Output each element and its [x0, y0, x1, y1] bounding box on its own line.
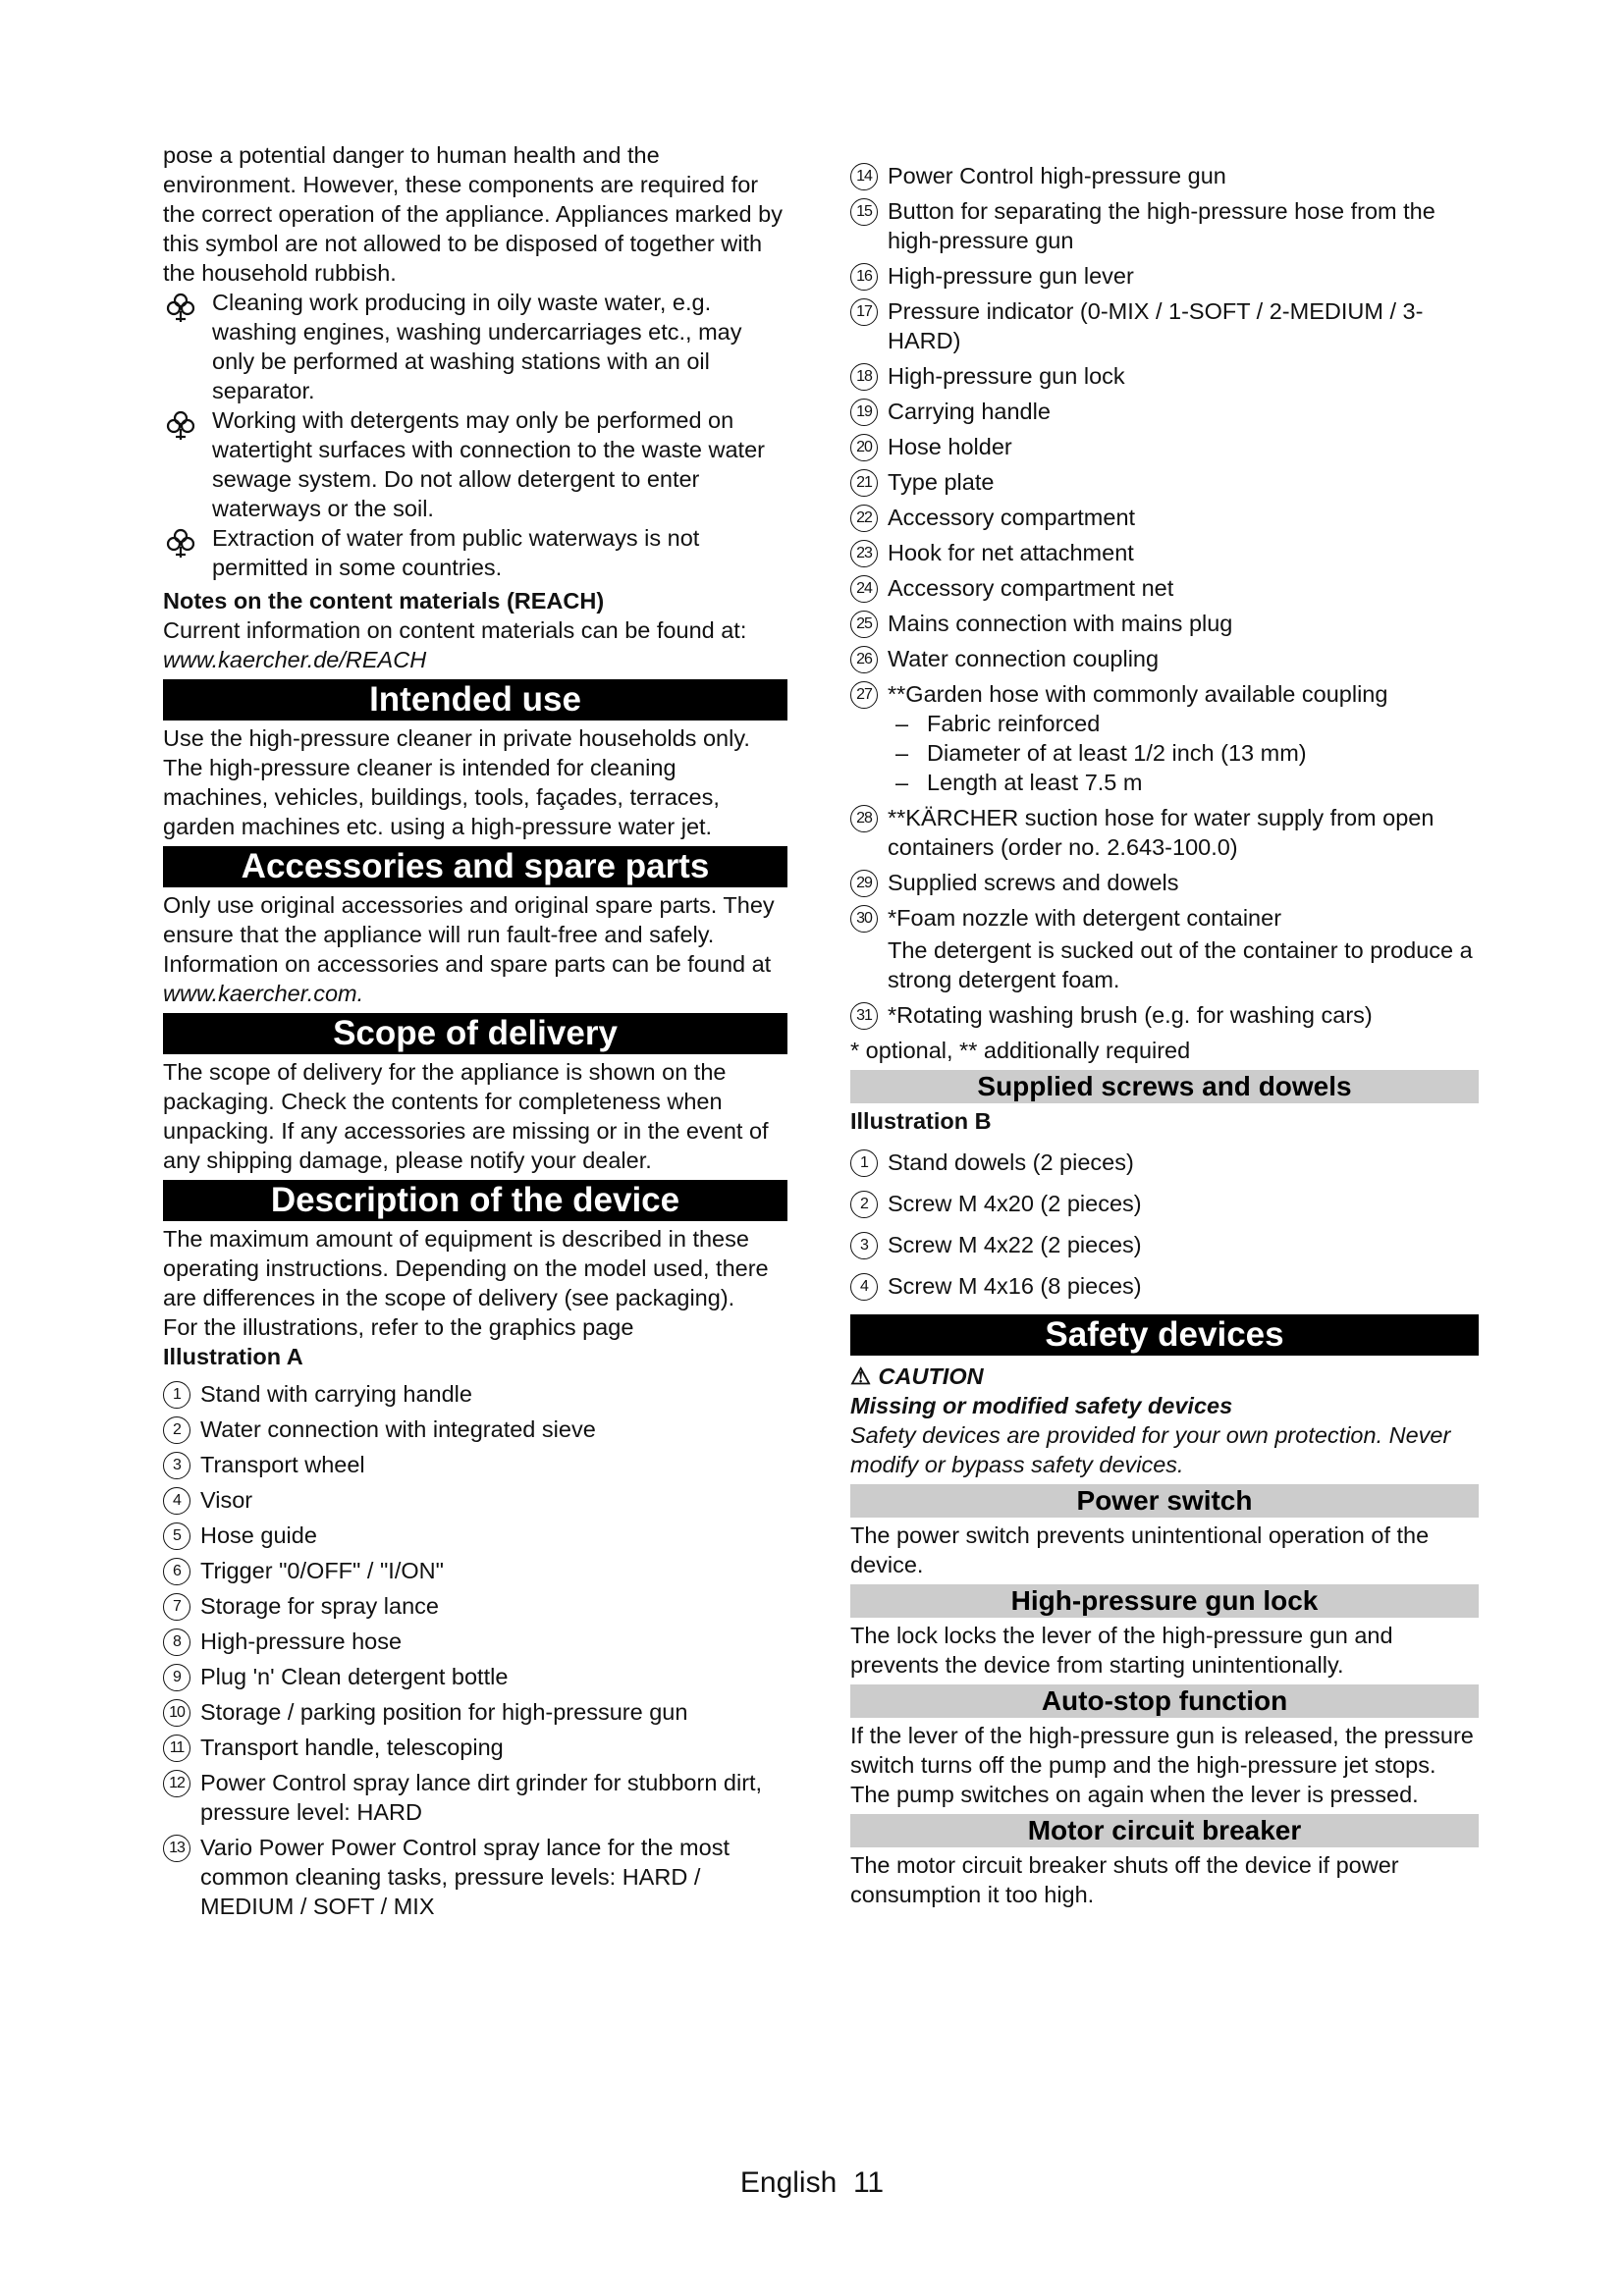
- list-item: [163, 1768, 787, 1827]
- env-note: [163, 288, 787, 405]
- item-label: Accessory compartment: [888, 505, 1136, 530]
- list-item: [163, 1627, 787, 1656]
- item-number: 31: [850, 1002, 878, 1030]
- list-item: [850, 503, 1479, 532]
- item-number: 23: [850, 540, 878, 567]
- item-label: Hose holder: [888, 434, 1012, 459]
- accessories-p1: Only use original accessories and original spare parts. They ensure that the appliance will run fault-free and safely.: [163, 892, 775, 947]
- list-item: [163, 1697, 787, 1727]
- item-number: 15: [850, 198, 878, 226]
- auto-stop-text: If the lever of the high-pressure gun is released, the pressure switch turns off the pump and the high-pressure jet stops. The pump switches on again when the lever is pressed.: [850, 1723, 1474, 1807]
- description-p1: The maximum amount of equipment is described in these operating instructions. Depending on the model used, there are differences in the scope of delivery (see packaging).: [163, 1226, 769, 1310]
- accessories-p2: [163, 949, 787, 1008]
- item-label: High-pressure hose: [200, 1629, 403, 1654]
- footer-language: English: [739, 2166, 838, 2199]
- item-label: Mains connection with mains plug: [888, 611, 1233, 636]
- item-label: Water connection coupling: [888, 646, 1160, 671]
- item-label: Accessory compartment net: [888, 575, 1174, 601]
- item-number: 1: [163, 1381, 190, 1409]
- item-number: 19: [850, 399, 878, 426]
- parts-list-a: [163, 1379, 787, 1921]
- item-number: 30: [850, 905, 878, 933]
- item-number: 28: [850, 805, 878, 832]
- item-number: 4: [850, 1273, 878, 1301]
- item-number: 21: [850, 469, 878, 497]
- list-item: [850, 361, 1479, 391]
- list-item: [163, 1833, 787, 1921]
- right-column: [850, 155, 1479, 1909]
- list-item: [850, 296, 1479, 355]
- list-item: [163, 1556, 787, 1585]
- section-title-power-switch: Power switch: [850, 1484, 1479, 1518]
- caution-label: CAUTION: [878, 1363, 984, 1389]
- section-title-intended-use: Intended use: [163, 679, 787, 721]
- illustration-b-label: Illustration B: [850, 1108, 992, 1134]
- section-title-auto-stop: Auto-stop function: [850, 1684, 1479, 1718]
- intended-use-p2: The high-pressure cleaner is intended for cleaning machines, vehicles, buildings, tools, façades, terraces, garden machines etc. using a high-pressure water jet.: [163, 755, 720, 839]
- motor-breaker-text: The motor circuit breaker shuts off the device if power consumption it too high.: [850, 1852, 1399, 1907]
- accessories-link[interactable]: www.kaercher.com.: [163, 981, 364, 1006]
- item-label: High-pressure gun lever: [888, 263, 1134, 289]
- intro-text: pose a potential danger to human health and the environment. However, these components are required for the correct operation of the appliance. Appliances marked by this symbol are not allowed to be disposed of together with the household rubbish.: [163, 142, 783, 286]
- list-item: [850, 609, 1479, 638]
- env-note-text: Extraction of water from public waterways is not permitted in some countries.: [212, 525, 700, 580]
- caution-line: [850, 1362, 1479, 1391]
- reach-text: Current information on content materials can be found at:: [163, 617, 747, 643]
- item-label: Supplied screws and dowels: [888, 870, 1179, 895]
- list-item: [163, 1450, 787, 1479]
- power-switch-text: The power switch prevents unintentional operation of the device.: [850, 1522, 1430, 1577]
- item-label: Carrying handle: [888, 399, 1051, 424]
- item-label: Stand with carrying handle: [200, 1381, 472, 1407]
- illustration-a-label: Illustration A: [163, 1344, 303, 1369]
- item-number: 16: [850, 263, 878, 291]
- env-note-text: Cleaning work producing in oily waste water, e.g. washing engines, washing undercarriages etc., may only be performed at washing stations with an oil separator.: [212, 290, 742, 403]
- list-item: [850, 1000, 1479, 1030]
- item-number: 11: [163, 1735, 190, 1762]
- section-title-description: Description of the device: [163, 1180, 787, 1221]
- item-number: 12: [163, 1770, 190, 1797]
- list-item: [163, 1662, 787, 1691]
- list-item: [163, 1521, 787, 1550]
- env-note: [163, 405, 787, 523]
- gun-lock-text: The lock locks the lever of the high-pressure gun and prevents the device from starting unintentionally.: [850, 1623, 1393, 1678]
- list-item: [850, 261, 1479, 291]
- scope-p1: The scope of delivery for the appliance is shown on the packaging. Check the contents for completeness when unpacking. If any accessories are missing or in the event of any shipping damage, please notify your dealer.: [163, 1059, 769, 1173]
- item-number: 29: [850, 870, 878, 897]
- item-label: *Rotating washing brush (e.g. for washing cars): [888, 1002, 1373, 1028]
- section-title-gun-lock: High-pressure gun lock: [850, 1584, 1479, 1618]
- section-title-safety: Safety devices: [850, 1314, 1479, 1356]
- sub-list-item: – Length at least 7.5 m: [888, 768, 1479, 797]
- item-label: High-pressure gun lock: [888, 363, 1125, 389]
- caution-text: Safety devices are provided for your own protection. Never modify or bypass safety devices.: [850, 1422, 1451, 1477]
- list-item: [850, 803, 1479, 862]
- list-item: [850, 196, 1479, 255]
- item-label: Storage for spray lance: [200, 1593, 439, 1619]
- warning-icon: ⚠: [850, 1363, 872, 1389]
- item-number: 3: [163, 1452, 190, 1479]
- item-label: Trigger "0/OFF" / "I/ON": [200, 1558, 444, 1583]
- env-note: [163, 523, 787, 582]
- list-item: [850, 397, 1479, 426]
- environment-icon: [163, 525, 198, 561]
- item-label: Screw M 4x20 (2 pieces): [888, 1191, 1142, 1216]
- item-number: 5: [163, 1522, 190, 1550]
- section-title-accessories: Accessories and spare parts: [163, 846, 787, 887]
- item-label: Visor: [200, 1487, 253, 1513]
- list-item: [163, 1591, 787, 1621]
- list-item: [850, 538, 1479, 567]
- item-number: 18: [850, 363, 878, 391]
- page-number: 11: [852, 2166, 885, 2199]
- intended-use-p1: Use the high-pressure cleaner in private households only.: [163, 725, 750, 751]
- footnote: * optional, ** additionally required: [850, 1038, 1191, 1063]
- item-number: 9: [163, 1664, 190, 1691]
- item-number: 2: [850, 1191, 878, 1218]
- item-number: 8: [163, 1629, 190, 1656]
- item-number: 14: [850, 163, 878, 190]
- left-column: [163, 140, 787, 1927]
- item-number: 1: [850, 1149, 878, 1177]
- item-number: 22: [850, 505, 878, 532]
- item-label: Storage / parking position for high-pressure gun: [200, 1699, 688, 1725]
- list-item: [850, 679, 1479, 797]
- accessories-p2-text: Information on accessories and spare parts can be found at: [163, 951, 772, 977]
- section-title-scope: Scope of delivery: [163, 1013, 787, 1054]
- list-item: [850, 903, 1479, 994]
- item-label: Power Control spray lance dirt grinder for stubborn dirt, pressure level: HARD: [200, 1770, 763, 1825]
- section-title-screws: Supplied screws and dowels: [850, 1070, 1479, 1103]
- list-item: [163, 1485, 787, 1515]
- sub-list-item: – Fabric reinforced: [888, 709, 1479, 738]
- item-label: Hook for net attachment: [888, 540, 1134, 565]
- list-item: [850, 868, 1479, 897]
- parts-list-b: [850, 1148, 1479, 1301]
- item-label: **Garden hose with commonly available coupling: [888, 681, 1388, 707]
- item-number: 6: [163, 1558, 190, 1585]
- item-number: 17: [850, 298, 878, 326]
- item-label: Power Control high-pressure gun: [888, 163, 1226, 188]
- list-item: [163, 1415, 787, 1444]
- item-label: Type plate: [888, 469, 995, 495]
- sub-list-item: – Diameter of at least 1/2 inch (13 mm): [888, 738, 1479, 768]
- item-number: 10: [163, 1699, 190, 1727]
- item-label: Plug 'n' Clean detergent bottle: [200, 1664, 509, 1689]
- list-item: [163, 1379, 787, 1409]
- list-item: [850, 1189, 1479, 1218]
- list-item: [850, 1271, 1479, 1301]
- reach-paragraph: [163, 615, 787, 674]
- caution-heading: Missing or modified safety devices: [850, 1393, 1233, 1418]
- list-item: [850, 573, 1479, 603]
- item-number: 27: [850, 681, 878, 709]
- reach-heading: Notes on the content materials (REACH): [163, 588, 605, 614]
- item-number: 4: [163, 1487, 190, 1515]
- item-label: Water connection with integrated sieve: [200, 1416, 596, 1442]
- item-label: Pressure indicator (0-MIX / 1-SOFT / 2-MEDIUM / 3-HARD): [888, 298, 1424, 353]
- item-number: 20: [850, 434, 878, 461]
- item-label: Vario Power Power Control spray lance for the most common cleaning tasks, pressure levels: HARD / MEDIUM / SOFT / MIX: [200, 1835, 730, 1919]
- env-note-text: Working with detergents may only be performed on watertight surfaces with connection to the waste water sewage system. Do not allow detergent to enter waterways or the soil.: [212, 407, 765, 521]
- item-number: 7: [163, 1593, 190, 1621]
- item-label: Hose guide: [200, 1522, 317, 1548]
- item-label: *Foam nozzle with detergent container: [888, 905, 1282, 931]
- list-item: [163, 1733, 787, 1762]
- item-label: Stand dowels (2 pieces): [888, 1149, 1134, 1175]
- list-item: [850, 467, 1479, 497]
- item-label: Transport wheel: [200, 1452, 365, 1477]
- item-number: 24: [850, 575, 878, 603]
- item-number: 26: [850, 646, 878, 673]
- item-label: **KÄRCHER suction hose for water supply from open containers (order no. 2.643-100.0): [888, 805, 1435, 860]
- item-label: Button for separating the high-pressure hose from the high-pressure gun: [888, 198, 1435, 253]
- list-item: [850, 432, 1479, 461]
- item-label: Screw M 4x16 (8 pieces): [888, 1273, 1142, 1299]
- page-footer: [0, 2166, 1624, 2200]
- reach-link[interactable]: www.kaercher.de/REACH: [163, 647, 427, 672]
- section-title-motor-breaker: Motor circuit breaker: [850, 1814, 1479, 1847]
- list-item: [850, 161, 1479, 190]
- item-number: 25: [850, 611, 878, 638]
- item-label: Screw M 4x22 (2 pieces): [888, 1232, 1142, 1257]
- environment-icon: [163, 290, 198, 325]
- list-item: [850, 644, 1479, 673]
- sub-list: [888, 709, 1479, 797]
- item-number: 2: [163, 1416, 190, 1444]
- item-extra-text: The detergent is sucked out of the container to produce a strong detergent foam.: [888, 937, 1473, 992]
- list-item: [850, 1230, 1479, 1259]
- description-p2: For the illustrations, refer to the graphics page: [163, 1314, 634, 1340]
- parts-list-a-continued: [850, 161, 1479, 1030]
- list-item: [850, 1148, 1479, 1177]
- item-number: 3: [850, 1232, 878, 1259]
- item-label: Transport handle, telescoping: [200, 1735, 504, 1760]
- item-number: 13: [163, 1835, 190, 1862]
- environment-icon: [163, 407, 198, 443]
